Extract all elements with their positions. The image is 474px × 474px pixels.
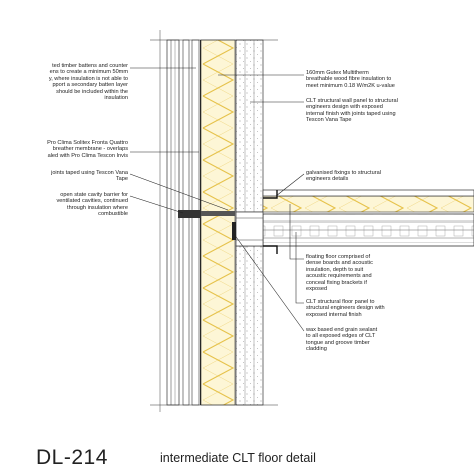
note-line: Tape — [115, 176, 128, 183]
cavity-barrier — [178, 210, 201, 218]
note-line: pport a secondary batten layer — [52, 82, 128, 89]
wood-fibre-insulation — [201, 40, 235, 405]
note-line: ted timber battens and counter — [52, 63, 128, 69]
note-line: structural engineers design with — [306, 305, 385, 312]
note-line: internal finish with joints taped using — [306, 110, 396, 117]
acoustic-insulation-layer — [263, 196, 474, 212]
note-line: should be included within the — [56, 88, 128, 95]
note-line: CLT structural wall panel to structural — [306, 98, 398, 104]
vertical-batten — [183, 40, 189, 405]
note-line: exposed internal finish — [306, 311, 362, 318]
floor-bearing-zone — [236, 212, 263, 246]
note-wood-fibre — [306, 70, 470, 89]
note-line: breather membrane - overlaps — [52, 146, 128, 153]
wax-sealant-strip — [232, 222, 236, 240]
note-line: Pro Clima Solitex Fronta Quattro — [47, 140, 128, 146]
note-line: CLT structural floor panel to — [306, 299, 375, 305]
note-line: tongue and groove timber — [306, 339, 370, 346]
note-line: breathable wood fibre insulation to — [306, 76, 392, 83]
note-line: engineers design with exposed — [306, 104, 383, 111]
cavity-barrier-seal — [201, 211, 235, 216]
timber-cladding — [167, 40, 179, 405]
note-line: 160mm Gutex Multitherm — [306, 70, 369, 76]
note-floating-floor — [306, 254, 470, 292]
note-line: open state cavity barrier for — [60, 192, 128, 198]
counter-batten — [192, 40, 199, 405]
note-line: acoustic requirements and — [306, 273, 372, 280]
note-line: conceal fixing brackets if — [306, 279, 367, 286]
note-line: ventilated cavities, continued — [56, 198, 128, 205]
note-line: combustible — [98, 211, 128, 218]
note-line: cladding — [306, 346, 327, 353]
clt-wall-panel-lower — [236, 246, 263, 405]
note-line: joints taped using Tescon Vana — [51, 170, 128, 176]
note-cavity-barrier — [10, 192, 128, 218]
note-line: insulation, depth to suit — [306, 266, 364, 273]
note-line: y, where insulation is not able to — [48, 75, 128, 82]
note-line: to all exposed edges of CLT — [306, 333, 376, 340]
note-line: floating floor comprised of — [306, 254, 371, 260]
note-line: engineers details — [306, 176, 349, 183]
note-line: Tescon Vana Tape — [306, 117, 352, 124]
note-line: wax based end grain sealant — [306, 327, 378, 333]
note-clt-wall — [306, 98, 470, 124]
note-membrane — [10, 140, 128, 159]
note-line: ens to create a minimum 50mm — [49, 69, 128, 76]
dense-floor-board — [263, 190, 474, 196]
clt-wall-panel-upper — [236, 40, 263, 212]
note-wax-sealant — [306, 327, 470, 353]
galvanised-fixing-bracket-lower — [263, 246, 277, 254]
note-joints-tape — [10, 170, 128, 183]
note-fixings — [306, 170, 470, 183]
note-line: exposed — [306, 286, 328, 293]
note-line: aled with Pro Clima Tescon Invis — [47, 152, 128, 159]
note-battens — [10, 63, 128, 101]
drawing-title: intermediate CLT floor detail — [160, 451, 316, 465]
note-line: dense boards and acoustic — [306, 260, 373, 267]
note-line: meet minimum 0.18 W/m2K u-value — [306, 82, 395, 89]
note-clt-floor — [306, 299, 470, 318]
note-line: galvanised fixings to structural — [306, 170, 381, 176]
drawing-code: DL-214 — [36, 446, 108, 469]
note-line: through insulation where — [67, 204, 128, 211]
note-line: insulation — [104, 95, 128, 102]
